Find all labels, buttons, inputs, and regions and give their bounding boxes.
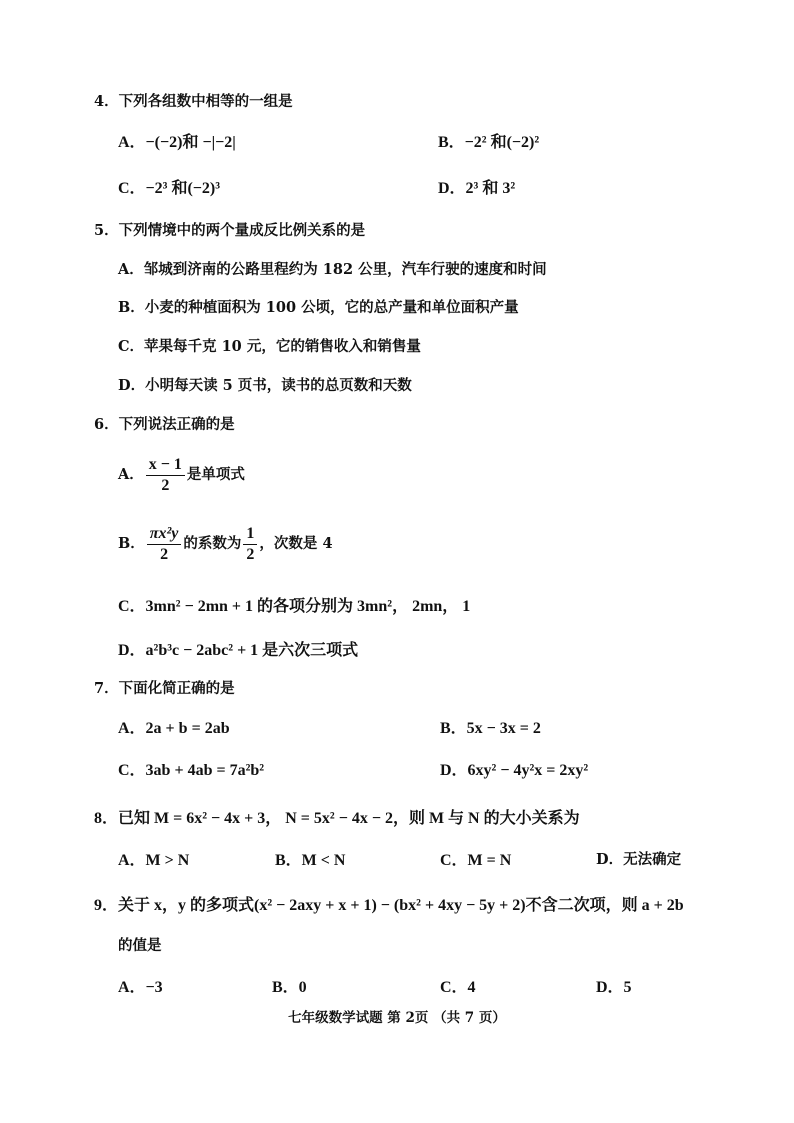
q7-option-d: D．6xy² − 4y²x = 2xy² [440,762,589,779]
q5-option-b: B．小麦的种植面积为 100 公顷，它的总产量和单位面积产量 [118,299,519,316]
q7-option-b: B．5x − 3x = 2 [440,720,541,737]
q7-stem: 7．下面化简正确的是 [94,680,235,697]
q6-option-a [118,457,245,494]
q6-option-d: D．a²b³c − 2abc² + 1 是六次三项式 [118,642,359,659]
q4-option-d: D．2³ 和 3² [438,180,516,197]
q6-b-numerator: πx²y [147,526,182,545]
q8-option-b: B．M < N [275,852,346,869]
q6-a-denominator: 2 [161,477,170,494]
q6-b-coef-fraction [243,526,257,563]
q6-a-numerator: x − 1 [146,457,185,476]
q6-option-c: C．3mn² − 2mn + 1 的各项分别为 3mn²， 2mn， 1 [118,598,471,615]
page-footer: 七年级数学试题 第 2页 （共 7 页） [288,1010,506,1026]
q6-a-text: 是单项式 [186,466,245,484]
q4-option-c: C．−2³ 和(−2)³ [118,180,221,197]
q7-option-a: A．2a + b = 2ab [118,720,230,737]
q9-option-b: B．0 [272,979,307,996]
q6-option-b [118,526,333,563]
q5-stem: 5．下列情境中的两个量成反比例关系的是 [94,222,366,239]
q9-stem: 9．关于 x，y 的多项式(x² − 2axy + x + 1) − (bx² + 4xy − 5y + 2)不含二次项，则 a + 2b [94,897,684,914]
q6-stem: 6．下列说法正确的是 [94,416,235,433]
q6-b-coef-numerator: 1 [243,526,257,545]
q6-b-text1: 的系数为 [183,535,242,553]
q5-option-d: D．小明每天读 5 页书，读书的总页数和天数 [118,377,412,394]
q9-option-a: A．−3 [118,979,163,996]
q5-option-c: C．苹果每千克 10 元，它的销售收入和销售量 [118,338,421,355]
q6-b-denominator: 2 [160,546,169,563]
q6-b-label: B． [118,535,145,553]
q4-option-b: B．−2² 和(−2)² [438,134,540,151]
q9-option-c: C．4 [440,979,476,996]
q9-option-d: D．5 [596,979,632,996]
q7-option-c: C．3ab + 4ab = 7a²b² [118,762,265,779]
q6-a-label: A． [118,466,144,484]
q4-stem: 4．下列各组数中相等的一组是 [94,93,293,110]
q8-option-a: A．M > N [118,852,190,869]
q5-option-a: A．邹城到济南的公路里程约为 182 公里，汽车行驶的速度和时间 [118,261,547,278]
q6-b-text2: ，次数是 4 [259,535,333,553]
q6-a-fraction [146,457,185,494]
q8-stem: 8．已知 M = 6x² − 4x + 3， N = 5x² − 4x − 2，则 M 与 N 的大小关系为 [94,810,580,827]
q8-option-d: D．无法确定 [596,851,682,868]
q6-b-fraction [147,526,182,563]
q9-stem-continued: 的值是 [118,937,162,954]
q4-option-a: A．−(−2)和 −|−2| [118,134,236,151]
q6-b-coef-denominator: 2 [246,546,255,563]
q8-option-c: C．M = N [440,852,512,869]
